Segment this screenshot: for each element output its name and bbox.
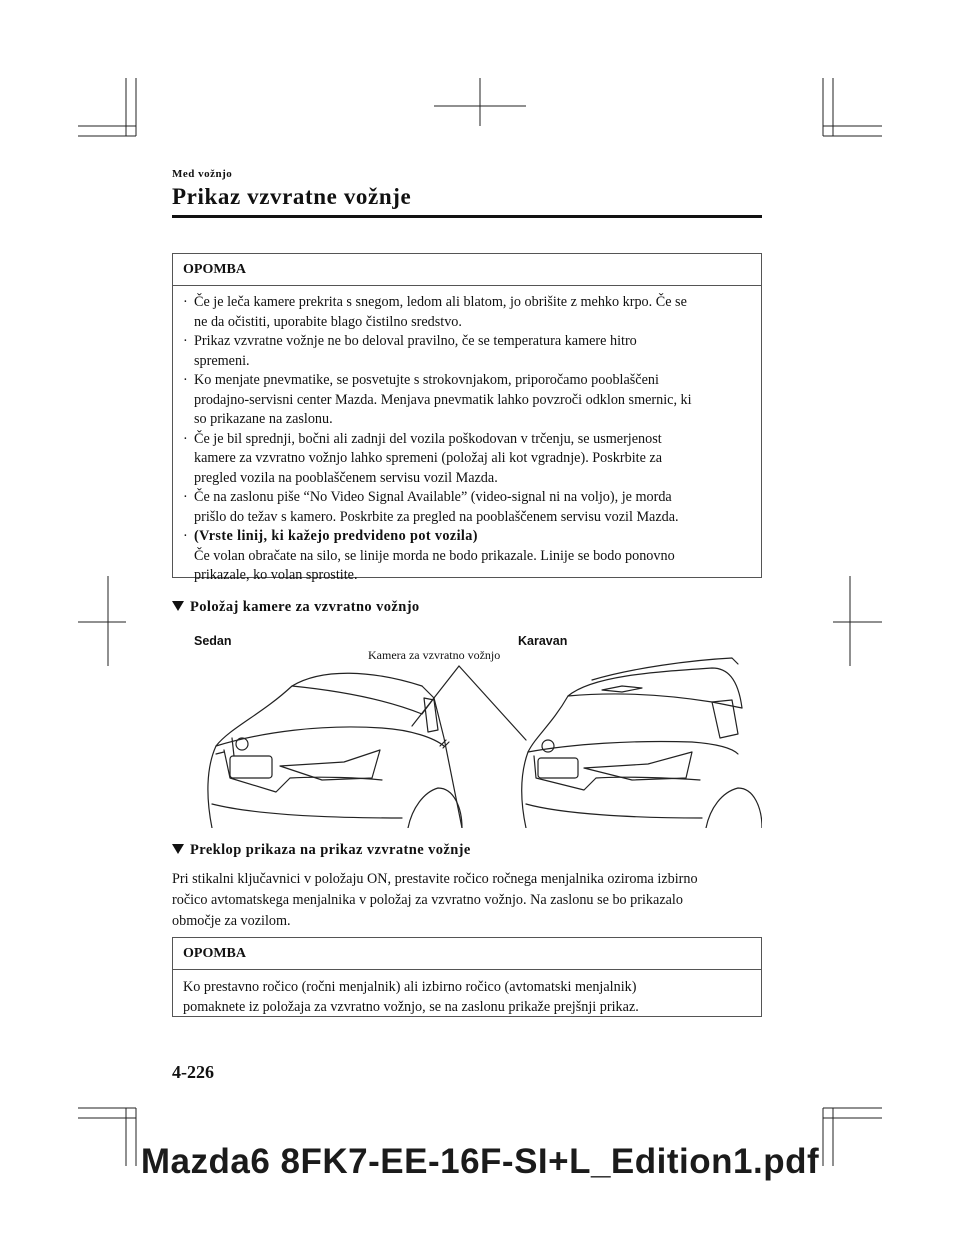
paragraph-line: Pri stikalni ključavnici v položaju ON, prestavite ročico ročnega menjalnika oziroma izbirno [172,871,698,887]
bullet-dot-icon: · [183,489,188,505]
note-item-line: prišlo do težav s kamero. Poskrbite za pregled na pooblaščenem servisu vozil Mazda. [194,508,679,525]
note-item-line: Če na zaslonu piše “No Video Signal Available” (video-signal ni na voljo), je morda [194,489,672,505]
note-item-line: spremeni. [194,352,250,369]
note-line: Ko prestavno ročico (ročni menjalnik) ali izbirno ročico (avtomatski menjalnik) [183,979,637,995]
paragraph-line: ročico avtomatskega menjalnika v položaj za vzvratno vožnjo. Na zaslonu se bo prikazalo [172,892,683,908]
sedan-label: Sedan [194,634,232,648]
note-item-line: ne da očistiti, uporabite blago čistilno sredstvo. [194,313,462,330]
camera-illustration [172,628,762,828]
paragraph-line: območje za vozilom. [172,913,291,929]
camera-leader-wagon [459,666,526,740]
note-list-item [183,332,753,371]
wagon-car-icon [522,658,762,828]
note-item-line: Če je leča kamere prekrita s snegom, ledom ali blatom, jo obrišite z mehko krpo. Če se [194,294,687,310]
note-list-item [183,293,753,332]
note-item-line: pregled vozila na pooblaščenem servisu vozil Mazda. [194,469,498,486]
note-line: pomaknete iz položaja za vzvratno vožnjo, se na zaslonu prikaže prejšnji prikaz. [183,999,639,1015]
camera-position-heading [172,599,420,616]
page-number: 4-226 [172,1062,214,1082]
note-list-item [183,430,753,489]
note-item-bold-line: (Vrste linij, ki kažejo predvideno pot vozila) [194,528,478,544]
note-item-line: Ko menjate pnevmatike, se posvetujte s strokovnjakom, priporočamo pooblaščeni [194,372,659,388]
note-heading: OPOMBA [173,938,761,970]
note-item-line: kamere za vzvratno vožnjo lahko spremeni (položaj ali kot vgradnje). Poskrbite za [194,450,663,466]
note-item-line: so prikazane na zaslonu. [194,411,333,427]
note-item-line: prodajno-servisni center Mazda. Menjava pnevmatik lahko povzroči odklon smernic, ki [194,391,692,408]
camera-label: Kamera za vzvratno vožnjo [368,648,501,662]
switch-display-heading [172,842,471,859]
footer-filename: Mazda6 8FK7-EE-16F-SI+L_Edition1.pdf [140,1142,820,1181]
page-title: Prikaz vzvratne vožnje [172,184,412,209]
bullet-dot-icon: · [183,333,188,349]
note-item-line: Če je bil sprednji, bočni ali zadnji del vozila poškodovan v trčenju, se usmerjenost [194,430,662,447]
car-drawings [172,628,762,828]
sedan-car-icon [208,673,462,828]
note-item-line: Če volan obračate na silo, se linije morda ne bodo prikazale. Linije se bodo ponovno [194,547,675,564]
bullet-dot-icon: · [183,294,188,310]
switch-display-paragraph [172,869,762,932]
bullet-dot-icon: · [183,430,188,447]
note-box-2 [172,937,762,1017]
bullet-dot-icon: · [183,528,188,544]
note-body [173,970,761,1017]
camera-leader-sedan [412,666,459,726]
triangle-bullet-icon [172,844,184,854]
note-heading: OPOMBA [173,254,761,286]
note-body [173,286,761,586]
note-box [172,253,762,583]
triangle-bullet-icon [172,601,184,611]
note-list-item [183,488,753,527]
note-item-line: Prikaz vzvratne vožnje ne bo deloval pravilno, če se temperatura kamere hitro [194,333,637,349]
switch-display-heading-text: Preklop prikaza na prikaz vzvratne vožnje [190,842,471,858]
note-list-item [183,527,753,586]
note-list-item [183,371,753,430]
camera-position-heading-text: Položaj kamere za vzvratno vožnjo [190,599,420,615]
title-rule [172,215,762,218]
section-label: Med vožnjo [172,168,233,180]
wagon-label: Karavan [518,634,568,648]
bullet-dot-icon: · [183,372,188,388]
note-item-line: prikazale, ko volan sprostite. [194,567,358,583]
